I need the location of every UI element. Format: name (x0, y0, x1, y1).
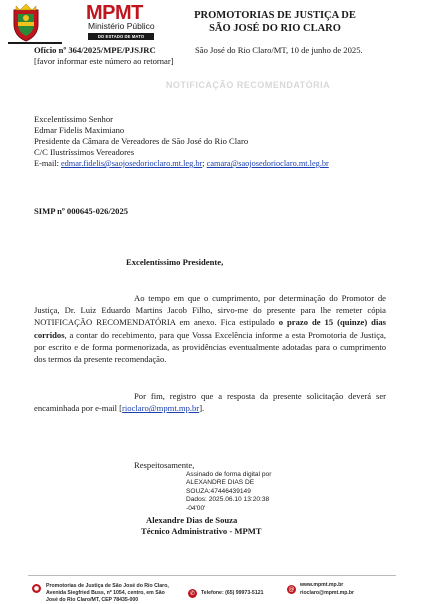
location-pin-icon: ● (33, 585, 40, 592)
web-mail-icon: @ (288, 586, 295, 593)
reference-note: [favor informar este número ao retornar] (34, 56, 174, 66)
digital-signature-block (186, 471, 271, 513)
recipient-email-line (34, 158, 329, 169)
logo-mpmt-text: MPMT (86, 2, 143, 24)
phone-icon: ✆ (189, 590, 196, 597)
paragraph-2-text-b: ]. (199, 403, 205, 414)
recipient-email-link-1[interactable]: edmar.fidelis@saojosedorioclaro.mt.leg.br (60, 159, 203, 168)
recipient-role: Presidente da Câmara de Vereadores de São José do Rio Claro (34, 136, 249, 146)
signer-title: Técnico Administrativo - MPMT (141, 526, 262, 536)
recipient-email-link-2[interactable]: camara@saojosedorioclaro.mt.leg.br (206, 159, 329, 168)
signer-name: Alexandre Dias de Souza (146, 515, 238, 525)
watermark-text: NOTIFICAÇÃO RECOMENDATÓRIA (165, 80, 331, 90)
logo-state-band: DO ESTADO DE MATO GROSSO (88, 33, 154, 40)
signature-line-2: ALEXANDRE DIAS DE (186, 479, 255, 487)
recipient-name: Edmar Fidelis Maximiano (34, 125, 125, 135)
recipient-cc: C/C Ilustríssimos Vereadores (34, 147, 135, 157)
mpmt-logo (8, 2, 198, 44)
signature-line-4: Dados: 2025.06.10 13:20:38 (186, 496, 270, 504)
signature-line-5: -04'00' (186, 504, 206, 512)
oficio-number: Ofício nº 364/2025/MPE/PJSJRC (34, 45, 156, 55)
simp-number: SIMP nº 000645-026/2025 (34, 206, 129, 216)
recipient-salutation: Excelentíssimo Senhor (34, 114, 114, 124)
coat-of-arms-icon (8, 2, 44, 42)
deadline-bold: o prazo de 15 (quinze) dias corridos (34, 317, 386, 340)
footer-address: Promotorias de Justiça de São José do Rio Claro, Avenida Siegfried Buss, nº 1054, centro, em São José do Rio Claro/MT, CEP 78435-000 (46, 583, 169, 603)
footer-website[interactable]: www.mpmt.mp.br (300, 582, 344, 588)
body-paragraph-1 (34, 292, 386, 365)
signature-line-1: Assinado de forma digital por (186, 471, 272, 478)
paragraph-1-text-c: , a contar do recebimento, para que Vossa Excelência informe a esta Promotoria de Justiça, por escrito e de forma pormenorizada, as providências eventualmente adotadas para o cumprimento dos termos da presente recomendação. (34, 329, 386, 365)
logo-underline (8, 42, 62, 44)
signature-line-3: SOUZA:47446439149 (186, 487, 251, 495)
footer-email[interactable]: rioclaro@mpmt.mp.br (300, 590, 355, 596)
email-label: E-mail: (34, 159, 61, 168)
header-title-line-1: PROMOTORIAS DE JUSTIÇA DE (194, 10, 356, 21)
header-title-line-2: SÃO JOSÉ DO RIO CLARO (209, 23, 341, 34)
closing: Respeitosamente, (134, 460, 195, 470)
logo-subtitle: Ministério Público (88, 21, 155, 31)
body-paragraph-2 (34, 390, 386, 414)
header-title (190, 9, 360, 35)
greeting: Excelentíssimo Presidente, (126, 257, 224, 267)
footer-phone: Telefone: (65) 99973-5121 (201, 590, 264, 596)
footer-divider (28, 575, 396, 576)
reply-email-link[interactable]: rioclaro@mpmt.mp.br (122, 403, 200, 414)
email-separator: ; (202, 159, 207, 168)
paragraph-1-text-a: Ao tempo em que o cumprimento, por determinação do Promotor de Justiça, Dr. Luiz Eduardo Martins Jacob Filho, sirvo-me do presente para lhe remeter cópia NOTIFICAÇÃO RECOMENDATÓRIA em anexo. Fica estipulado (34, 293, 386, 328)
paragraph-2-text-a: Por fim, registro que a resposta da presente solicitação deverá ser encaminhada por e-mail [ (34, 391, 386, 414)
letter-date: São José do Rio Claro/MT, 10 de junho de 2025. (195, 45, 363, 55)
